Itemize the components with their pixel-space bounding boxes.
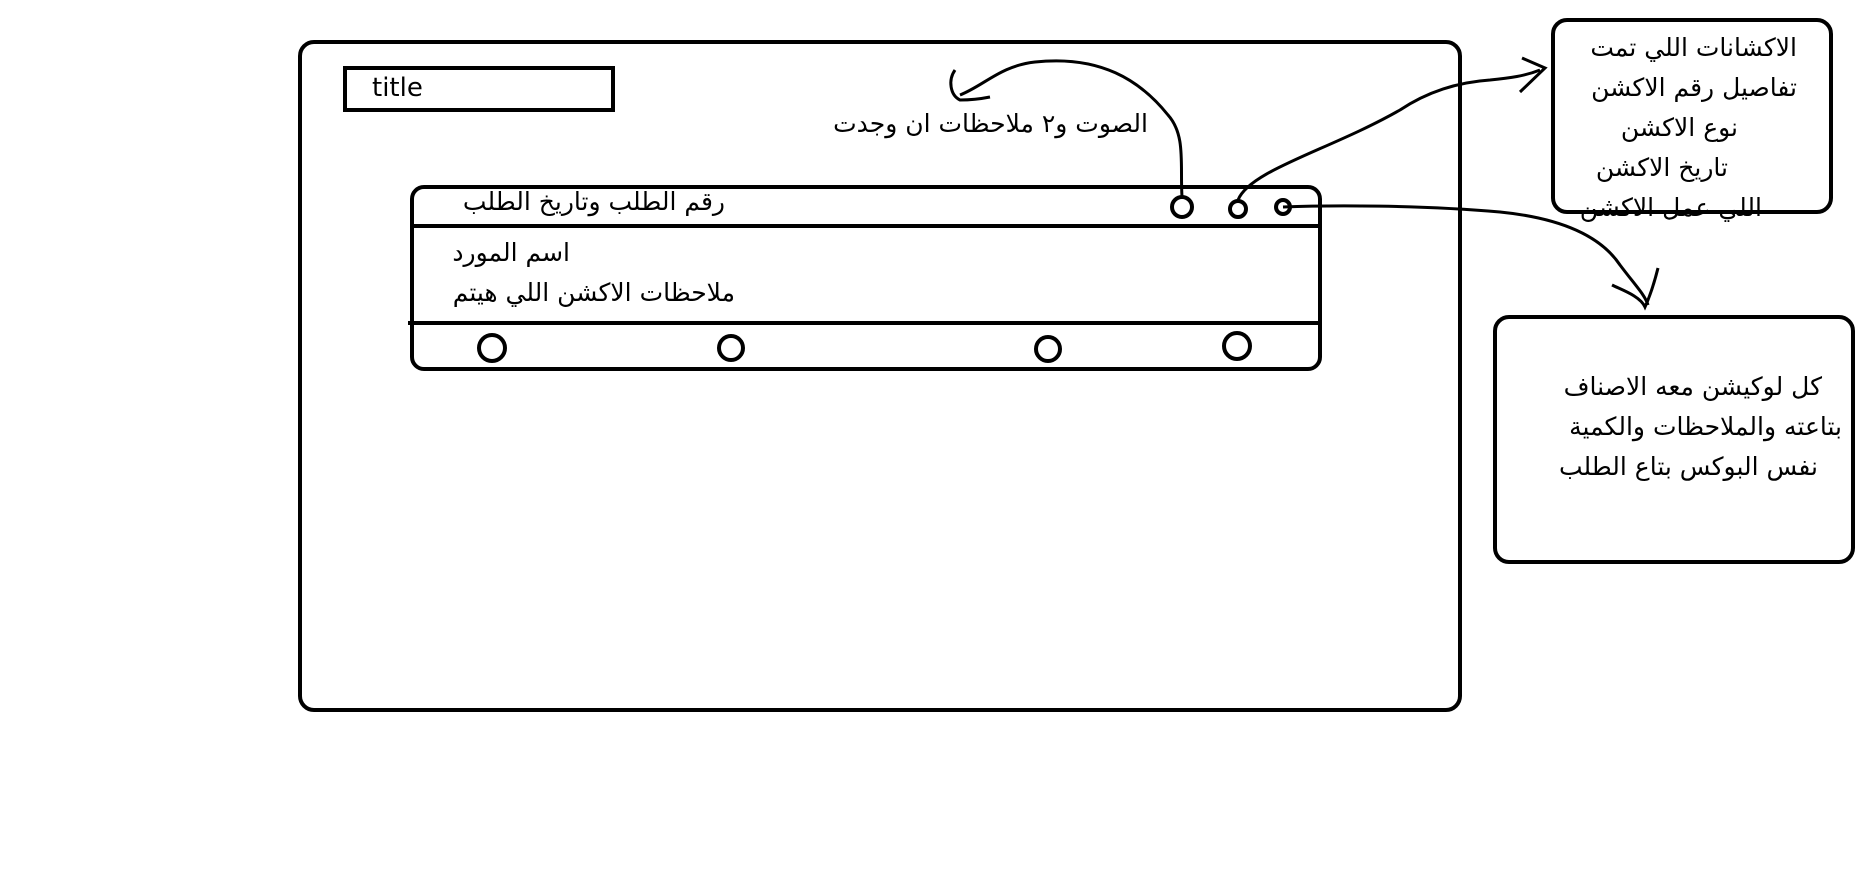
actions-panel-line-1: الاكشانات اللي تمت [1590,33,1797,62]
locations-arrowhead [1612,268,1658,307]
title-text: title [372,73,423,103]
supplier-name-text: اسم المورد [452,238,570,267]
actions-arrow [1238,70,1540,200]
footer-action-button-1[interactable] [479,335,505,361]
footer-action-button-3[interactable] [1036,337,1060,361]
footer-action-button-2[interactable] [719,336,743,360]
footer-action-button-4[interactable] [1224,333,1250,359]
card-header-text: رقم الطلب وتاريخ الطلب [462,187,725,216]
audio-notes-arrowhead [951,70,990,100]
main-window-frame [300,42,1460,710]
locations-panel-line-2: بتاعته والملاحظات والكمية [1569,412,1842,441]
action-notes-text: ملاحظات الاكشن اللي هيتم [452,278,735,307]
actions-panel-line-2: تفاصيل رقم الاكشن [1591,73,1797,102]
audio-notes-icon[interactable] [1172,197,1192,217]
audio-notes-annotation: الصوت و٢ ملاحظات ان وجدت [833,109,1148,138]
actions-history-icon[interactable] [1230,201,1246,217]
locations-panel-line-1: كل لوكيشن معه الاصناف [1563,372,1822,401]
actions-panel-line-3: نوع الاكشن [1620,113,1738,142]
actions-panel-line-4: تاريخ الاكشن [1595,153,1728,182]
actions-panel-line-5: اللي عمل الاكشن [1579,193,1762,222]
locations-panel-line-3: نفس البوكس بتاع الطلب [1558,452,1818,481]
